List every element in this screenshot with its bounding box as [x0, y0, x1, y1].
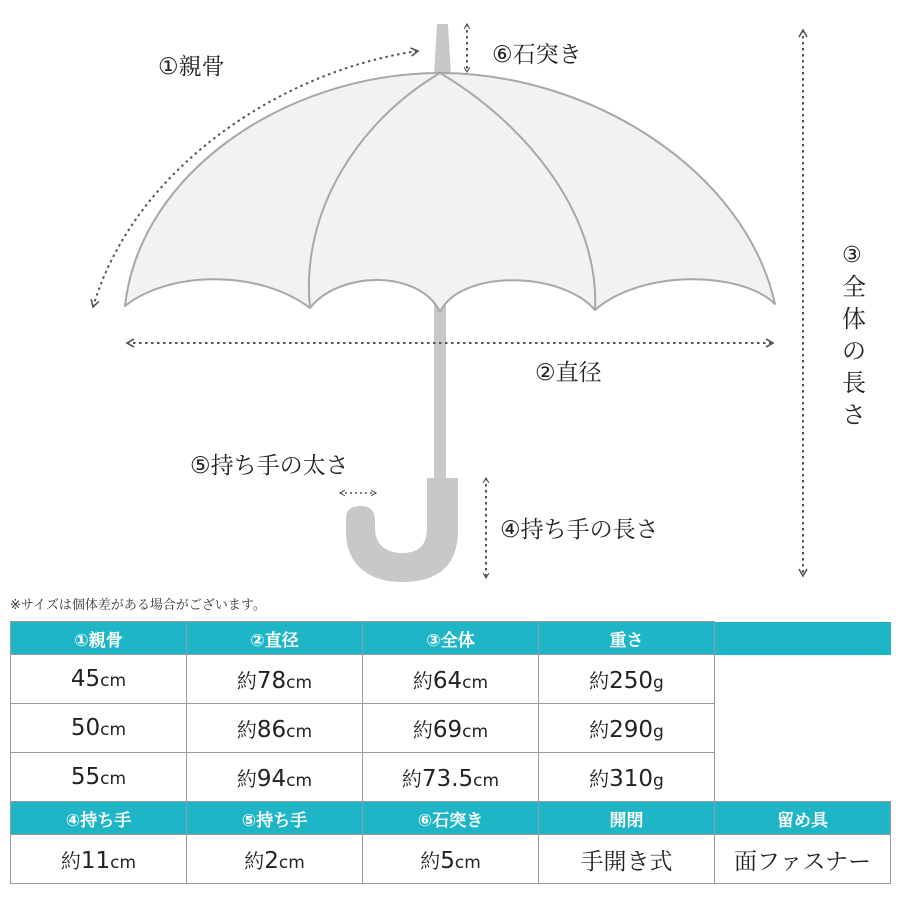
table-cell: 約2cm [187, 835, 363, 884]
table-cell: 約64cm [363, 655, 539, 704]
table-header-row [11, 802, 891, 835]
table-cell: 約310g [539, 753, 715, 802]
size-note: ※サイズは個体差がある場合がございます。 [10, 598, 266, 613]
table-cell: 55cm [11, 753, 187, 802]
table-cell: 50cm [11, 704, 187, 753]
handle-thickness-label: ⑤持ち手の太さ [190, 453, 349, 479]
table-cell: 約5cm [363, 835, 539, 884]
table-header-cell: ②直径 [187, 622, 363, 655]
total-length-char: 全 [842, 273, 866, 301]
diameter-label: ②直径 [535, 360, 602, 386]
spec-table [10, 621, 891, 884]
table-empty-cell [715, 753, 891, 802]
table-cell: 約86cm [187, 704, 363, 753]
table-empty-cell [715, 622, 891, 655]
table-cell: 約73.5cm [363, 753, 539, 802]
table-empty-cell [715, 704, 891, 753]
rib-label: ①親骨 [158, 54, 225, 80]
table-header-cell: ⑥石突き [363, 802, 539, 835]
total-length-char: 体 [842, 305, 866, 333]
table-header-cell: ④持ち手 [11, 802, 187, 835]
table-header-cell: 重さ [539, 622, 715, 655]
umbrella-handle [346, 478, 458, 582]
table-row [11, 835, 891, 884]
total-length-char: 長 [842, 369, 866, 397]
table-header-cell: ①親骨 [11, 622, 187, 655]
umbrella-canopy [125, 73, 775, 312]
table-row [11, 655, 891, 704]
table-header-row [11, 622, 891, 655]
table-cell: 約78cm [187, 655, 363, 704]
table-cell: 約94cm [187, 753, 363, 802]
total-length-number: ③ [842, 243, 862, 268]
total-length-char: さ [842, 401, 866, 429]
table-cell: 約250g [539, 655, 715, 704]
table-cell: 約69cm [363, 704, 539, 753]
table-header-cell: 留め具 [715, 802, 891, 835]
total-length-char: の [842, 337, 866, 365]
table-cell: 約11cm [11, 835, 187, 884]
tip-label: ⑥石突き [492, 42, 582, 68]
table-cell: 手開き式 [539, 835, 715, 884]
table-cell: 面ファスナー [715, 835, 891, 884]
umbrella-tip [434, 24, 451, 75]
table-row [11, 704, 891, 753]
table-header-cell: 開閉 [539, 802, 715, 835]
table-row [11, 753, 891, 802]
table-cell: 約290g [539, 704, 715, 753]
table-cell: 45cm [11, 655, 187, 704]
handle-length-label: ④持ち手の長さ [500, 517, 659, 543]
table-header-cell: ⑤持ち手 [187, 802, 363, 835]
table-header-cell: ③全体 [363, 622, 539, 655]
table-empty-cell [715, 655, 891, 704]
